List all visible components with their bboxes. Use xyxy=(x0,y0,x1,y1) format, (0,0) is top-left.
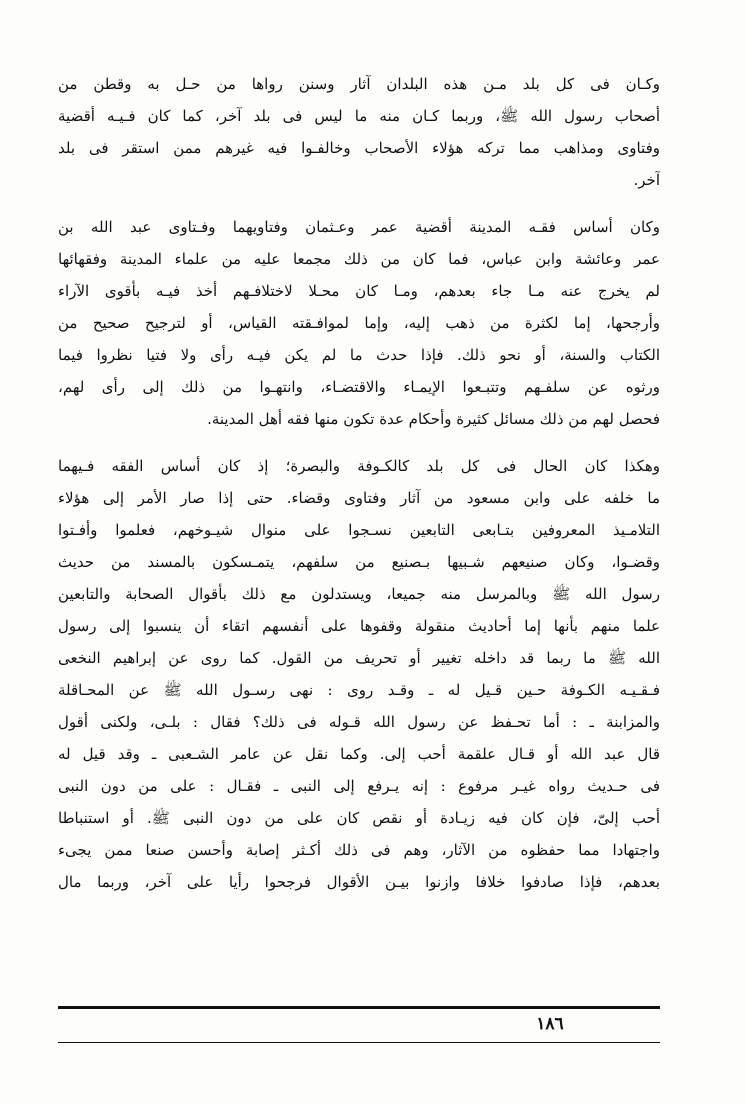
text-line: وهكذا كان الحال فى كل بلد كالكـوفة والبصرة؛ إذ كان أساس الفقه فـيهما xyxy=(58,457,660,475)
page-number: ١٨٦ xyxy=(536,1014,564,1034)
text-line: وأرجحها، إما لكثرة من ذهب إليه، وإما لموافـقته القياس، أو لترجيح صحيح من xyxy=(58,314,660,332)
paragraph-gap xyxy=(58,435,660,450)
text-line: واجتهادا مما حفظوه من الآثار، وهم فى ذلك أكـثر إصابة وأحسن صنعا ممن يجىء xyxy=(58,841,660,859)
footer-rule-thick xyxy=(58,1006,660,1009)
text-line: فحصل لهم من ذلك مسائل كثيرة وأحكام عدة تكون منها فقه أهل المدينة. xyxy=(207,410,660,428)
text-line: فـقـيـه الكـوفة حـين قـيل له ـ وقـد روى : نهى رسـول الله ﷺ عن المحـاقلة xyxy=(58,681,660,699)
text-line: ما خلفه على وابن مسعود من آثار وفتاوى وقضاء. حتى إذا صار الأمر إلى هؤلاء xyxy=(58,489,660,507)
text-line: فى حـديث رواه غيـر مرفوع : إنه يـرفع إلى النبى ـ فقـال : على من دون النبى xyxy=(58,777,660,795)
text-line: وقضـوا، وكان صنيعهم شـبيها بـصنيع من سلفهم، يتمـسكون بالمسند من حديث xyxy=(58,553,660,571)
text-line: وكـان فى كل بلد مـن هذه البلدان آثار وسنن رواها من حـل به وقطن من xyxy=(58,75,660,93)
footer-rule-thin xyxy=(58,1042,660,1043)
text-line: ورثوه عن سلفـهم وتتبـعوا الإيمـاء والاقتضـاء، وانتهـوا من ذلك إلى رأى لهم، xyxy=(58,378,660,396)
text-line: التلامـيذ المعروفين بتـابعى التابعين نسـجوا على منوال شيـوخهم، فعلموا وأفـتوا xyxy=(58,521,660,539)
text-line: قال عبد الله أو قـال علقمة أحب إلى. وكما نقل عن عامر الشـعبى ـ وقد قيل له xyxy=(58,745,660,763)
text-line: الله ﷺ ما ربما قد داخله تغيير أو تحريف من القول. كما روى عن إبراهيم النخعى xyxy=(58,649,660,667)
text-line: رسول الله ﷺ وبالمرسل منه جميعا، ويستدلون مع ذلك بأقوال الصحابة والتابعين xyxy=(58,585,660,603)
text-line: علما منهم بأنها إما أحاديث منقولة وقفوها على أنفسهم اتقاء أن ينسبوا إلى رسول xyxy=(58,617,660,635)
text-line: وكان أساس فقـه المدينة أقضية عمر وعـثمان وفتاويهما وفـتاوى عبد الله بن xyxy=(58,218,660,236)
text-line: أحب إلىّ، فإن كان فيه زيـادة أو نقص كان على من دون النبى ﷺ. أو استنباطا xyxy=(58,809,660,827)
text-line: الكتاب والسنة، أو نحو ذلك. فإذا حدث ما لم يكن فيـه رأى ولا فتيا نظروا فيما xyxy=(58,346,660,364)
text-line: بعدهم، فإذا صادفوا خلافا وازنوا بيـن الأقوال فرجحوا رأيا على آخر، وربما مال xyxy=(58,873,660,891)
text-line: أصحاب رسول الله ﷺ، وربما كـان منه ما ليس فى بلد آخر، كما كان فـيـه أقضية xyxy=(58,107,660,125)
text-line: لم يخرج عنه مـا جاء بعدهم، ومـا كان محـلا لاختلافـهم أخذ فيـه بأقوى الآراء xyxy=(58,282,660,300)
paragraph-gap xyxy=(58,196,660,211)
text-line: والمزابنة ـ : أما تحـفظ عن رسول الله قـوله فى ذلك؟ فقال : بلـى، ولكنى أقول xyxy=(58,713,660,731)
text-line: وفتاوى ومذاهب مما تركه هؤلاء الأصحاب وخالفـوا فيه غيرهم ممن استقر فى بلد xyxy=(58,139,660,157)
body-text xyxy=(58,68,660,898)
text-line: آخر. xyxy=(633,171,660,189)
text-line: عمر وعائشة وابن عباس، فما كان من ذلك مجمعا عليه من علماء المدينة وفقهائها xyxy=(58,250,660,268)
